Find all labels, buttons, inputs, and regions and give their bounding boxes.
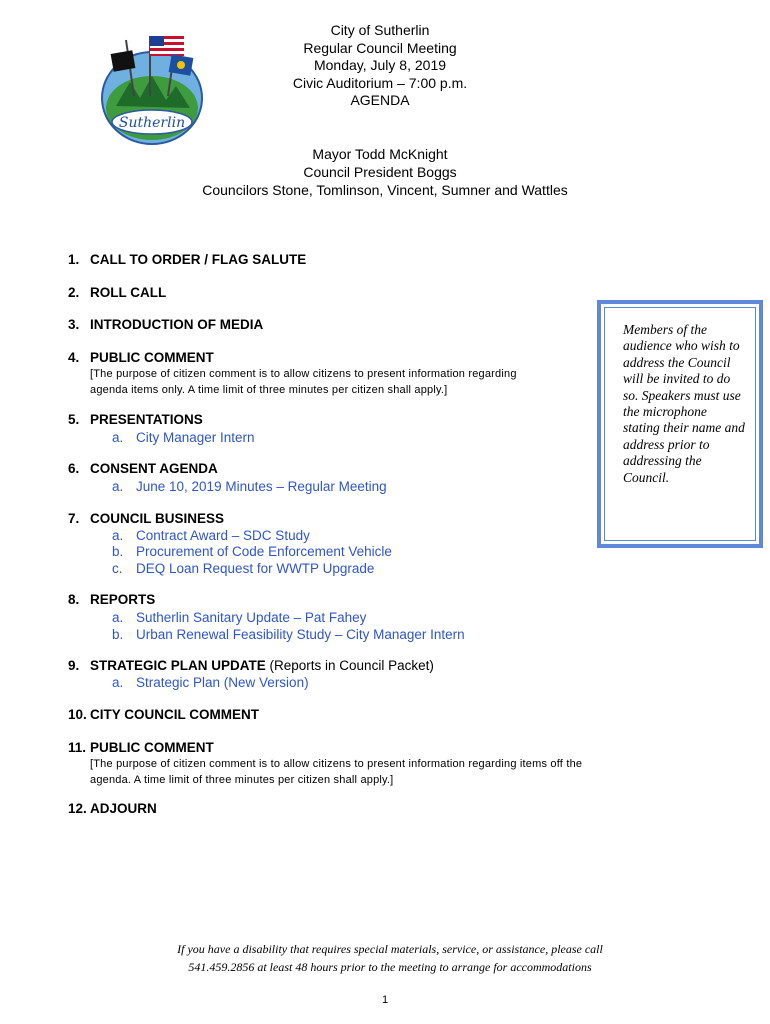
- agenda-sub-item: b. Procurement of Code Enforcement Vehicle: [112, 544, 392, 559]
- agenda-item-8: 8. REPORTS: [68, 592, 156, 607]
- agenda-sub-item: a. Sutherlin Sanitary Update – Pat Fahey: [112, 610, 367, 625]
- agenda-item-6: 6. CONSENT AGENDA: [68, 461, 218, 476]
- public-comment-note-1: [The purpose of citizen comment is to allow citizens to present information regarding agenda items only. A time limit of three minutes per citizen shall apply.]: [90, 368, 517, 396]
- svg-text:Sutherlin: Sutherlin: [118, 115, 186, 131]
- city-name: City of Sutherlin: [330, 22, 430, 38]
- agenda-sub-item: a. Strategic Plan (New Version): [112, 675, 309, 690]
- accessibility-notice: [100, 940, 680, 976]
- accessibility-line-1: If you have a disability that requires special materials, service, or assistance, please call: [177, 942, 603, 956]
- agenda-sub-item: a. Contract Award – SDC Study: [112, 528, 310, 543]
- agenda-item-3: 3. INTRODUCTION OF MEDIA: [68, 317, 264, 332]
- meeting-location-time: Civic Auditorium – 7:00 p.m.: [292, 75, 468, 91]
- agenda-item-5: 5. PRESENTATIONS: [68, 412, 203, 427]
- agenda-item-10: 10. CITY COUNCIL COMMENT: [68, 707, 260, 722]
- mayor-name: Mayor Todd McKnight: [312, 146, 448, 162]
- agenda-item-11: 11. PUBLIC COMMENT: [68, 740, 214, 755]
- councilors: Councilors Stone, Tomlinson, Vincent, Sumner and Wattles: [202, 182, 568, 198]
- agenda-sub-item: a. June 10, 2019 Minutes – Regular Meeting: [112, 479, 387, 494]
- accessibility-line-2: 541.459.2856 at least 48 hours prior to the meeting to arrange for accommodations: [188, 960, 592, 974]
- agenda-item-12: 12. ADJOURN: [68, 801, 157, 816]
- audience-notice-box: [597, 300, 763, 548]
- agenda-sub-item: c. DEQ Loan Request for WWTP Upgrade: [112, 561, 375, 576]
- agenda-item-2: 2. ROLL CALL: [68, 285, 167, 300]
- agenda-item-1: 1. CALL TO ORDER / FLAG SALUTE: [68, 252, 307, 267]
- agenda-item-7: 7. COUNCIL BUSINESS: [68, 511, 225, 526]
- public-comment-note-2: [The purpose of citizen comment is to allow citizens to present information regarding items off the agenda. A time limit of three minutes per citizen shall apply.]: [90, 758, 583, 786]
- meeting-date: Monday, July 8, 2019: [313, 57, 447, 73]
- council-president: Council President Boggs: [303, 164, 457, 180]
- agenda-heading: AGENDA: [350, 92, 410, 108]
- agenda-item-9: 9. STRATEGIC PLAN UPDATE (Reports in Council Packet): [68, 658, 434, 673]
- agenda-sub-item: b. Urban Renewal Feasibility Study – City Manager Intern: [112, 627, 465, 642]
- page-number: 1: [381, 994, 389, 1006]
- agenda-sub-item: a. City Manager Intern: [112, 430, 255, 445]
- audience-notice-text: Members of the audience who wish to address the Council will be invited to do so. Speakers must use the microphone stating their name and address prior to addressing the Council.: [604, 307, 756, 541]
- agenda-item-4: 4. PUBLIC COMMENT: [68, 350, 214, 365]
- meeting-type: Regular Council Meeting: [303, 40, 457, 56]
